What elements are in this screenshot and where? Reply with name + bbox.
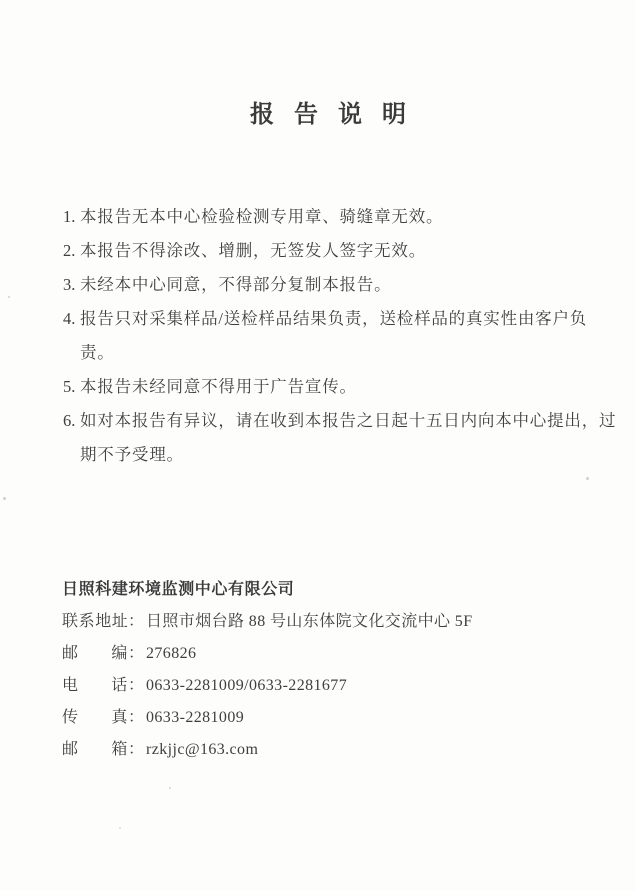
note-item xyxy=(63,404,619,472)
contact-row-email xyxy=(62,734,622,766)
company-contact-block xyxy=(62,574,622,766)
contact-value: 276826 xyxy=(146,645,197,662)
scan-speck xyxy=(3,497,6,500)
note-item xyxy=(63,302,619,370)
note-item xyxy=(63,268,619,302)
scan-speck xyxy=(8,296,10,298)
note-number: 6. xyxy=(63,411,76,430)
note-number: 3. xyxy=(63,275,76,294)
contact-value: 0633-2281009/0633-2281677 xyxy=(146,677,348,694)
note-item xyxy=(63,234,619,268)
contact-value: rzkjjc@163.com xyxy=(146,741,259,758)
note-number: 5. xyxy=(63,377,76,396)
note-text: 报告只对采集样品/送检样品结果负责，送检样品的真实性由客户负责。 xyxy=(80,309,588,362)
contact-label: 联系地址 xyxy=(62,613,129,630)
note-text: 本报告未经同意不得用于广告宣传。 xyxy=(80,377,357,396)
contact-label: 传真 xyxy=(62,709,128,726)
contact-row-phone xyxy=(62,670,622,702)
notes-list xyxy=(63,200,619,472)
note-text: 本报告不得涂改、增删，无签发人签字无效。 xyxy=(80,241,426,260)
note-number: 4. xyxy=(63,309,76,328)
note-number: 2. xyxy=(63,241,76,260)
contact-row-postcode xyxy=(62,638,622,670)
note-number: 1. xyxy=(63,207,76,226)
contact-colon: ： xyxy=(128,741,145,758)
note-text: 如对本报告有异议，请在收到本报告之日起十五日内向本中心提出，过期不予受理。 xyxy=(80,411,617,464)
note-text: 未经本中心同意，不得部分复制本报告。 xyxy=(80,275,392,294)
note-text: 本报告无本中心检验检测专用章、骑缝章无效。 xyxy=(80,207,444,226)
contact-label: 邮箱 xyxy=(62,741,128,758)
contact-colon: ： xyxy=(128,709,145,726)
company-name: 日照科建环境监测中心有限公司 xyxy=(62,581,295,598)
contact-value: 0633-2281009 xyxy=(146,709,245,726)
note-item xyxy=(63,200,619,234)
contact-colon: ： xyxy=(128,645,145,662)
contact-value: 日照市烟台路 88 号山东体院文化交流中心 5F xyxy=(146,613,473,630)
contact-row-fax xyxy=(62,702,622,734)
scan-speck xyxy=(586,477,589,480)
contact-label: 邮编 xyxy=(62,645,128,662)
page-title: 报 告 说 明 xyxy=(250,102,413,128)
scan-speck xyxy=(119,827,121,829)
contact-colon: ： xyxy=(128,613,145,630)
contact-label: 电话 xyxy=(62,677,128,694)
contact-row-address xyxy=(62,606,622,638)
contact-colon: ： xyxy=(128,677,145,694)
scan-speck xyxy=(169,787,171,789)
note-item xyxy=(63,370,619,404)
